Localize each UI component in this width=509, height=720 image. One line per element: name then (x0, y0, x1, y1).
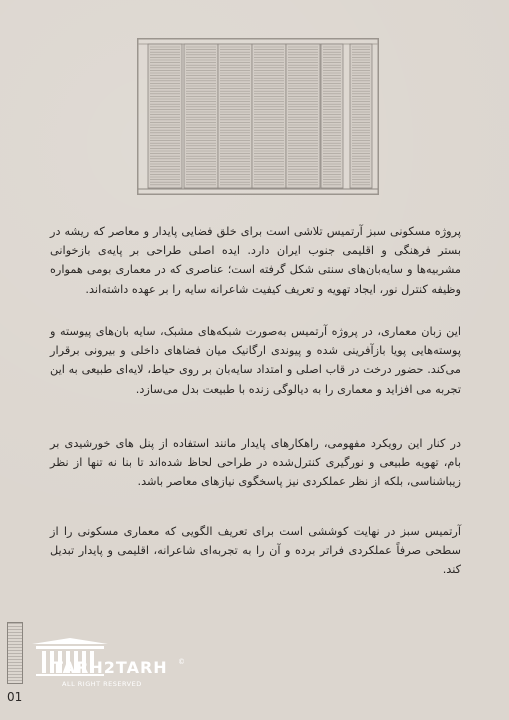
facade-drawing (138, 39, 378, 194)
paragraph-4: آرتمیس سبز در نهایت کوششی است برای تعریف الگویی که معماری مسکونی را از سطحی صرفاً عملکردی فراتر برده و آن را به تجربه‌ای شاعرانه، اقلیمی و پایدار تبدیل کند. (50, 525, 461, 577)
side-accent-bar (7, 622, 23, 684)
paragraph-2: این زبان معماری، در پروژه آرتمیس به‌صورت شبکه‌های مشبک، سایه بان‌های پیوسته و پوسته‌هایی پویا بازآفرینی شده و پیوندی ارگانیک میان فضاهای داخلی و بیرونی برقرار می‌کند. حضور درخت در قاب اصلی و امتداد سایه‌بان بر روی حیاط، لایه‌ای طبیعی به این تجربه می افزاید و معماری را به دیالوگی زنده با طبیعت بدل می‌سازد. (50, 325, 461, 396)
copyright-mark: © (178, 658, 185, 666)
paragraph-1: پروژه مسکونی سبز آرتمیس تلاشی است برای خلق فضایی پایدار و معاصر که ریشه در بستر فرهنگی و اقلیمی جنوب ایران دارد. ایده اصلی طراحی بر پایه‌ی بازخوانی مشربیه‌ها و سایه‌بان‌های سنتی شکل گرفته است؛ عناصری که در معماری بومی همواره وظیفه کنترل نور، ایجاد تهویه و تعریف کیفیت شاعرانه سایه را بر عهده داشته‌اند. (50, 225, 461, 296)
facade-illustration (137, 38, 379, 195)
logo-name: TARH2TARH (52, 658, 168, 677)
page-number: 01 (7, 690, 23, 704)
logo-tagline: ALL RIGHT RESERVED (62, 680, 142, 688)
paragraph-3: در کنار این رویکرد مفهومی، راهکارهای پایدار مانند استفاده از پنل های خورشیدی بر بام، تهویه طبیعی و نورگیری کنترل‌شده در طراحی لحاظ شده‌اند تا بنا نه تنها از نظر زیباشناسی، بلکه از نظر عملکردی نیز پاسخگوی نیازهای معاصر باشد. (50, 437, 461, 489)
